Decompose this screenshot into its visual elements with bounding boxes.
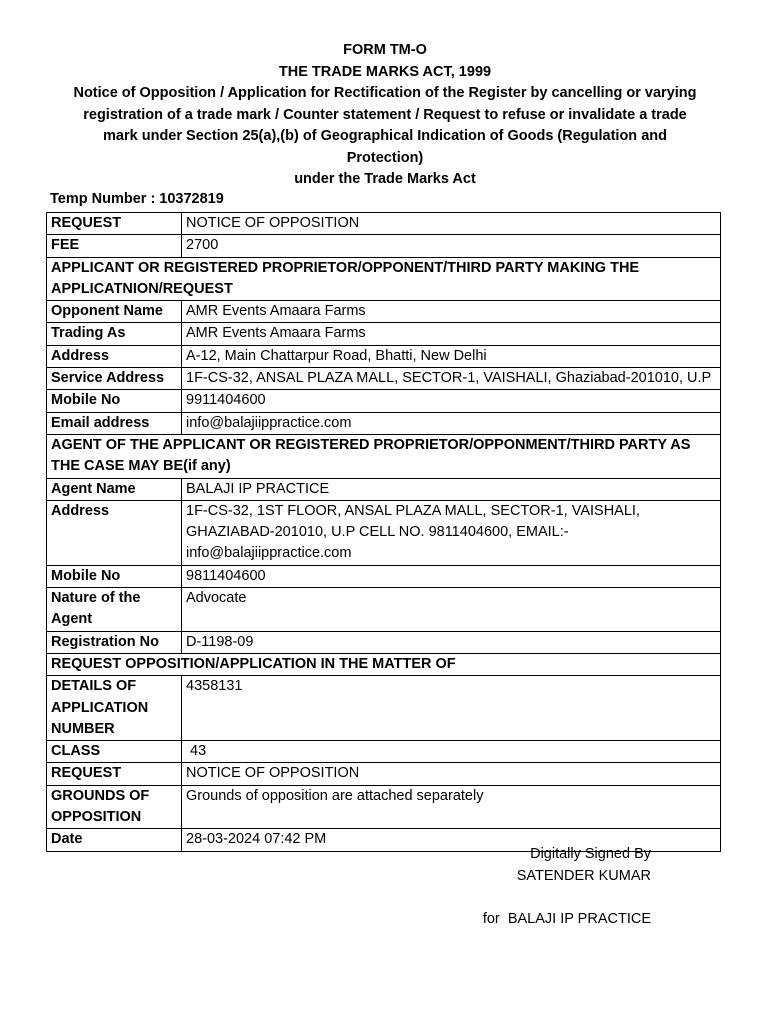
- applicant-section-heading: APPLICANT OR REGISTERED PROPRIETOR/OPPONENT/THIRD PARTY MAKING THE APPLICATNION/REQUEST: [47, 257, 721, 301]
- table-row: [47, 565, 721, 587]
- agent-name-value: BALAJI IP PRACTICE: [182, 478, 721, 500]
- nature-of-agent-label: Nature of the Agent: [47, 588, 182, 632]
- registration-label: Registration No: [47, 631, 182, 653]
- fee-value: 2700: [182, 235, 721, 257]
- class-label: CLASS: [47, 741, 182, 763]
- table-row: [47, 434, 721, 478]
- form-header: [40, 40, 730, 191]
- table-row: [47, 763, 721, 785]
- agent-address-value: 1F-CS-32, 1ST FLOOR, ANSAL PLAZA MALL, SECTOR-1, VAISHALI, GHAZIABAD-201010, U.P CELL NO. 9811404600, EMAIL:-info@balajiippractice.com: [182, 500, 721, 565]
- agent-name-label: Agent Name: [47, 478, 182, 500]
- signature-for-line: for BALAJI IP PRACTICE: [482, 911, 651, 927]
- table-row: [47, 345, 721, 367]
- mobile-label: Mobile No: [47, 390, 182, 412]
- address-label: Address: [47, 345, 182, 367]
- registration-value: D-1198-09: [182, 631, 721, 653]
- table-row: [47, 323, 721, 345]
- class-value: 43: [182, 741, 721, 763]
- mobile-value: 9911404600: [182, 390, 721, 412]
- table-row: [47, 741, 721, 763]
- table-row: [47, 301, 721, 323]
- grounds-label: GROUNDS OF OPPOSITION: [47, 785, 182, 829]
- date-value: 28-03-2024 07:42 PM: [182, 829, 721, 851]
- application-details-label: DETAILS OF APPLICATION NUMBER: [47, 676, 182, 741]
- date-label: Date: [47, 829, 182, 851]
- act-title: THE TRADE MARKS ACT, 1999: [278, 63, 492, 80]
- matter-section-heading: REQUEST OPPOSITION/APPLICATION IN THE MATTER OF: [47, 653, 721, 675]
- address-value: A-12, Main Chattarpur Road, Bhatti, New Delhi: [182, 345, 721, 367]
- form-table: [46, 212, 721, 852]
- application-number-value: 4358131: [182, 676, 721, 741]
- table-row: [47, 213, 721, 235]
- under-act-line: under the Trade Marks Act: [294, 171, 476, 187]
- description-line-3: mark under Section 25(a),(b) of Geographical Indication of Goods (Regulation and: [103, 128, 667, 144]
- grounds-value: Grounds of opposition are attached separately: [182, 785, 721, 829]
- nature-of-agent-value: Advocate: [182, 588, 721, 632]
- table-row: [47, 478, 721, 500]
- temp-number: Temp Number : 10372819: [50, 191, 224, 207]
- agent-section-heading: AGENT OF THE APPLICANT OR REGISTERED PROPRIETOR/OPPONMENT/THIRD PARTY AS THE CASE MAY BE(if any): [47, 434, 721, 478]
- agent-mobile-label: Mobile No: [47, 565, 182, 587]
- request-label: REQUEST: [47, 213, 182, 235]
- form-title: FORM TM-O: [343, 42, 427, 58]
- service-address-value: 1F-CS-32, ANSAL PLAZA MALL, SECTOR-1, VAISHALI, Ghaziabad-201010, U.P: [182, 368, 721, 390]
- table-row: [47, 631, 721, 653]
- description-line-2: registration of a trade mark / Counter statement / Request to refuse or invalidate a trade: [83, 106, 687, 123]
- table-row: [47, 785, 721, 829]
- fee-label: FEE: [47, 235, 182, 257]
- description-line-1: Notice of Opposition / Application for Rectification of the Register by cancelling or varying: [73, 85, 697, 101]
- table-row: [47, 500, 721, 565]
- signature-name: SATENDER KUMAR: [516, 868, 651, 884]
- table-row: [47, 588, 721, 632]
- table-row: [47, 235, 721, 257]
- description-line-4: Protection): [346, 149, 424, 166]
- table-row: [47, 390, 721, 412]
- service-address-label: Service Address: [47, 368, 182, 390]
- table-row: [47, 368, 721, 390]
- table-row: [47, 676, 721, 741]
- agent-mobile-value: 9811404600: [182, 565, 721, 587]
- trading-as-value: AMR Events Amaara Farms: [182, 323, 721, 345]
- signature-line-1: Digitally Signed By: [530, 846, 651, 862]
- request-value-2: NOTICE OF OPPOSITION: [182, 763, 721, 785]
- email-label: Email address: [47, 412, 182, 434]
- request-value: NOTICE OF OPPOSITION: [182, 213, 721, 235]
- opponent-name-value: AMR Events Amaara Farms: [182, 301, 721, 323]
- table-row: [47, 412, 721, 434]
- agent-address-label: Address: [47, 500, 182, 565]
- table-row: [47, 653, 721, 675]
- opponent-name-label: Opponent Name: [47, 301, 182, 323]
- table-row: [47, 257, 721, 301]
- email-value: info@balajiippractice.com: [182, 412, 721, 434]
- request-label-2: REQUEST: [47, 763, 182, 785]
- trading-as-label: Trading As: [47, 323, 182, 345]
